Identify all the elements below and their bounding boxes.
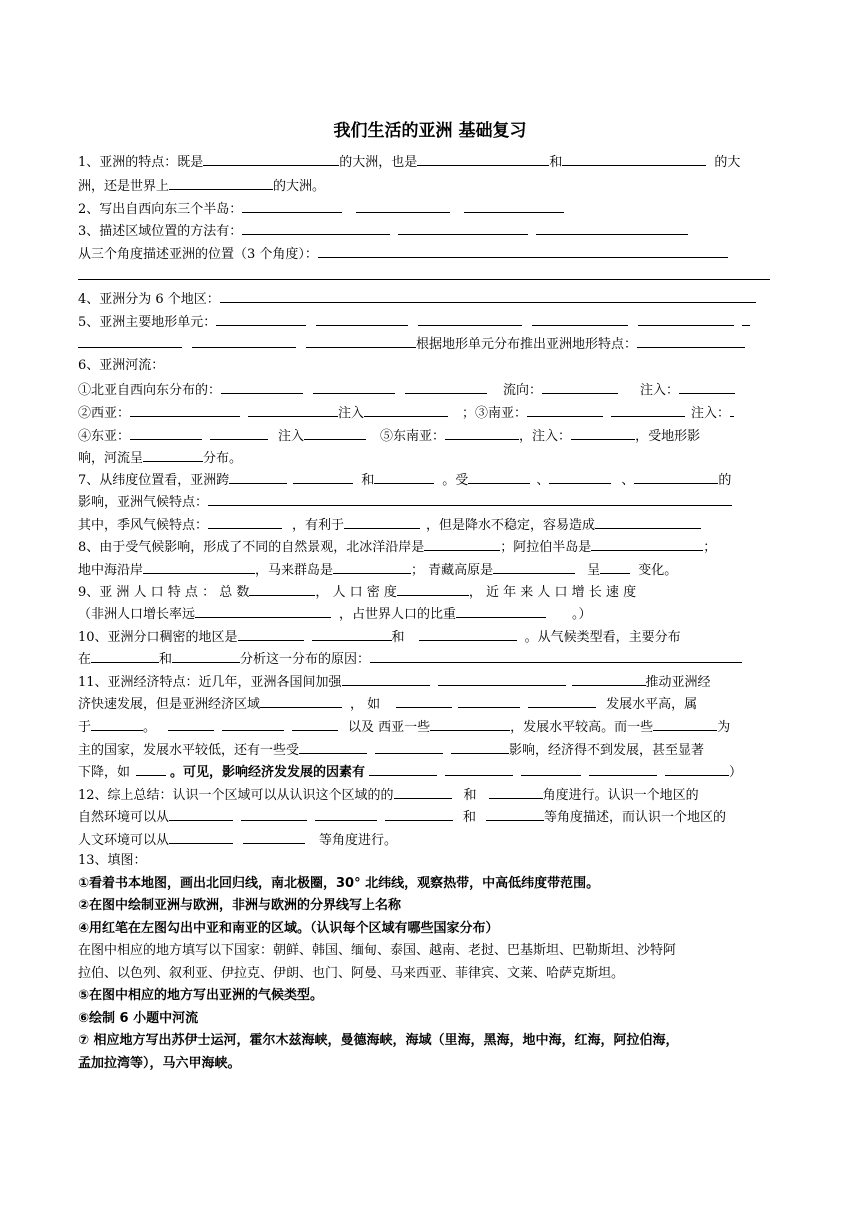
- blank[interactable]: [136, 763, 166, 776]
- q12-line1: 12、综上总结：认识一个区域可以从认识这个区域的的 和 角度进行。认识一个地区的: [78, 788, 699, 803]
- q13-countries-line1: 在图中相应的地方填写以下国家：朝鲜、韩国、缅甸、泰国、越南、老挝、巴基斯坦、巴勒斯坦、沙特阿: [78, 943, 677, 958]
- q10-line2: 在 和 分析这一分布的原因：: [78, 650, 742, 666]
- answer-rule[interactable]: [78, 279, 770, 280]
- blank[interactable]: [634, 471, 718, 484]
- blank[interactable]: [316, 313, 408, 326]
- q13-item2: ②在图中绘制亚洲与欧洲，非洲与欧洲的分界线写上名称: [78, 898, 402, 913]
- blank[interactable]: [430, 718, 510, 731]
- blank[interactable]: [242, 200, 342, 213]
- blank[interactable]: [394, 786, 452, 799]
- blank[interactable]: [418, 313, 522, 326]
- q8-line1: 8、由于受气候影响，形成了不同的自然景观，北冰洋沿岸是 ；阿拉伯半岛是 ；: [78, 540, 717, 555]
- blank[interactable]: [242, 222, 390, 235]
- q5-line2: 根据地形单元分布推出亚洲地形特点：: [78, 335, 745, 351]
- blank[interactable]: [451, 741, 509, 754]
- blank[interactable]: [370, 650, 742, 663]
- q3-line2: 从三个角度描述亚洲的位置（3 个角度）：: [78, 245, 728, 261]
- q13-item6: ⑥绘制 6 小题中河流: [78, 1011, 199, 1026]
- q11-line5: 下降，如 。可见，影响经济发发展的因素有 ）: [78, 765, 743, 780]
- blank[interactable]: [210, 427, 268, 440]
- blank[interactable]: [306, 335, 416, 348]
- q6-north: ①北亚自西向东分布的： 流向： 注入：: [78, 381, 735, 397]
- q13-item5: ⑤在图中相应的地方写出亚洲的气候类型。: [78, 988, 324, 1003]
- blank[interactable]: [344, 516, 420, 529]
- blank[interactable]: [679, 381, 735, 394]
- blank[interactable]: [456, 605, 546, 618]
- blank[interactable]: [249, 583, 315, 596]
- blank[interactable]: [637, 335, 745, 348]
- blank[interactable]: [369, 763, 437, 776]
- blank[interactable]: [203, 153, 339, 166]
- blank[interactable]: [571, 427, 635, 440]
- blank[interactable]: [489, 786, 543, 799]
- q6-line5: 响，河流呈 分布。: [78, 451, 243, 466]
- blank[interactable]: [424, 538, 500, 551]
- blank[interactable]: [464, 200, 564, 213]
- blank[interactable]: [333, 561, 411, 574]
- blank[interactable]: [542, 381, 618, 394]
- blank[interactable]: [532, 313, 628, 326]
- blank[interactable]: [130, 427, 202, 440]
- blank[interactable]: [220, 290, 756, 303]
- q6-title: 6、亚洲河流：: [78, 358, 165, 373]
- blank[interactable]: [638, 313, 734, 326]
- blank[interactable]: [169, 177, 273, 190]
- q12-line3: 人文环境可以从 等角度进行。: [78, 833, 398, 848]
- blank[interactable]: [595, 516, 701, 529]
- page-title: 我们生活的亚洲 基础复习: [333, 121, 527, 141]
- blank[interactable]: [221, 381, 303, 394]
- blank[interactable]: [438, 673, 566, 686]
- blank[interactable]: [742, 313, 750, 326]
- blank[interactable]: [572, 673, 646, 686]
- q13-countries-line2: 拉伯、以色列、叙利亚、伊拉克、伊朗、也门、阿曼、马来西亚、菲律宾、文莱、哈萨克斯坦。: [78, 966, 625, 981]
- blank[interactable]: [208, 493, 732, 506]
- blank[interactable]: [260, 695, 342, 708]
- q11-line2: 济快速发展，但是亚洲经济区域 ， 如 发展水平高，属: [78, 697, 698, 712]
- blank[interactable]: [398, 222, 528, 235]
- q7-line1: 7、从纬度位置看，亚洲跨 和 。受 、 、 的: [78, 473, 732, 488]
- blank[interactable]: [528, 695, 596, 708]
- blank[interactable]: [143, 449, 203, 462]
- blank[interactable]: [195, 605, 331, 618]
- q9-line2: （非洲人口增长率远 ，占世界人口的比重 。）: [78, 607, 592, 622]
- blank[interactable]: [229, 471, 287, 484]
- blank[interactable]: [222, 718, 284, 731]
- q13-title: 13、填图：: [78, 853, 147, 868]
- q12-line2: 自然环境可以从 和 等角度描述，而认识一个地区的: [78, 810, 727, 825]
- blank[interactable]: [527, 404, 603, 417]
- blank[interactable]: [589, 763, 657, 776]
- blank[interactable]: [172, 650, 240, 663]
- q7-line3: 其中，季风气候特点： ，有利于 ，但是降水不稳定，容易造成: [78, 516, 701, 532]
- q5-line1: 5、亚洲主要地形单元：: [78, 313, 750, 329]
- blank[interactable]: [486, 808, 544, 821]
- q4-line: 4、亚洲分为 6 个地区：: [78, 290, 756, 306]
- blank[interactable]: [299, 741, 367, 754]
- blank[interactable]: [241, 808, 307, 821]
- blank[interactable]: [549, 471, 611, 484]
- blank[interactable]: [342, 673, 430, 686]
- q2-line: 2、写出自西向东三个半岛：: [78, 200, 564, 216]
- blank[interactable]: [385, 808, 453, 821]
- blank[interactable]: [238, 628, 304, 641]
- blank[interactable]: [143, 561, 255, 574]
- q11-line1: 11、亚洲经济特点：近几年，亚洲各国间加强 推动亚洲经: [78, 675, 711, 690]
- blank[interactable]: [562, 153, 706, 166]
- blank[interactable]: [169, 808, 233, 821]
- blank[interactable]: [243, 831, 305, 844]
- blank[interactable]: [130, 404, 240, 417]
- blank[interactable]: [536, 222, 688, 235]
- blank[interactable]: [417, 153, 549, 166]
- q6-west-south: ②西亚： 注入 ；③南亚： 注入：: [78, 404, 734, 420]
- blank[interactable]: [91, 718, 143, 731]
- blank[interactable]: [304, 427, 366, 440]
- blank[interactable]: [169, 831, 233, 844]
- blank[interactable]: [192, 335, 296, 348]
- blank[interactable]: [168, 718, 214, 731]
- blank[interactable]: [397, 583, 469, 596]
- blank[interactable]: [216, 313, 306, 326]
- q6-east-southeast: ④东亚： 注入 ⑤东南亚： ，注入： ，受地形影: [78, 429, 701, 444]
- q11-line4: 主的国家，发展水平较低，还有一些受 影响，经济得不到发展，甚至显著: [78, 743, 705, 758]
- blank[interactable]: [374, 471, 434, 484]
- blank[interactable]: [521, 763, 581, 776]
- blank[interactable]: [591, 538, 703, 551]
- q9-line1: 9、亚 洲 人 口 特 点 ： 总 数 ， 人 口 密 度 ， 近 年 来 人 口 增 长 速 度: [78, 585, 637, 600]
- q10-line1: 10、亚洲分口稠密的地区是 和 。从气候类型看，主要分布: [78, 630, 681, 645]
- blank[interactable]: [468, 471, 530, 484]
- blank[interactable]: [419, 628, 517, 641]
- blank[interactable]: [248, 404, 338, 417]
- blank[interactable]: [493, 561, 575, 574]
- blank[interactable]: [458, 695, 520, 708]
- q13-item4: ④用红笔在左图勾出中亚和南亚的区域。（认识每个区域有哪些国家分布）: [78, 921, 499, 936]
- blank[interactable]: [78, 335, 182, 348]
- q13-item7-line2: 孟加拉湾等），马六甲海峡。: [78, 1056, 241, 1071]
- q1-line2: 洲，还是世界上 的大洲。: [78, 179, 326, 194]
- blank[interactable]: [445, 427, 519, 440]
- blank[interactable]: [364, 404, 448, 417]
- blank[interactable]: [665, 763, 729, 776]
- blank[interactable]: [208, 516, 282, 529]
- q3-line: 3、描述区域位置的方法有：: [78, 222, 688, 238]
- blank[interactable]: [445, 763, 513, 776]
- blank[interactable]: [292, 718, 338, 731]
- blank[interactable]: [600, 561, 630, 574]
- q11-line3: 于 。 以及 西亚一些 ，发展水平较高。而一些 为: [78, 720, 731, 735]
- q13-item7-line1: ⑦ 相应地方写出苏伊士运河，霍尔木兹海峡，曼德海峡，海域（里海，黑海，地中海，红海，阿拉伯海，: [78, 1033, 679, 1048]
- blank[interactable]: [356, 200, 450, 213]
- blank[interactable]: [313, 381, 395, 394]
- blank[interactable]: [611, 404, 685, 417]
- q13-item1: ①看着书本地图，画出北回归线，南北极圈，30° 北纬线，观察热带，中高低纬度带范围。: [78, 876, 600, 891]
- q7-line2: 影响，亚洲气候特点：: [78, 493, 732, 509]
- blank[interactable]: [312, 628, 392, 641]
- blank[interactable]: [318, 245, 728, 258]
- blank[interactable]: [293, 471, 353, 484]
- blank[interactable]: [730, 404, 734, 417]
- blank[interactable]: [396, 695, 452, 708]
- blank[interactable]: [91, 650, 159, 663]
- blank[interactable]: [315, 808, 377, 821]
- blank[interactable]: [375, 741, 443, 754]
- blank[interactable]: [405, 381, 487, 394]
- blank[interactable]: [653, 718, 717, 731]
- q1-line1: 1、亚洲的特点：既是 的大洲，也是 和 的大: [78, 155, 741, 170]
- q8-line2: 地中海沿岸 ，马来群岛是 ； 青藏高原是 呈 变化。: [78, 563, 678, 578]
